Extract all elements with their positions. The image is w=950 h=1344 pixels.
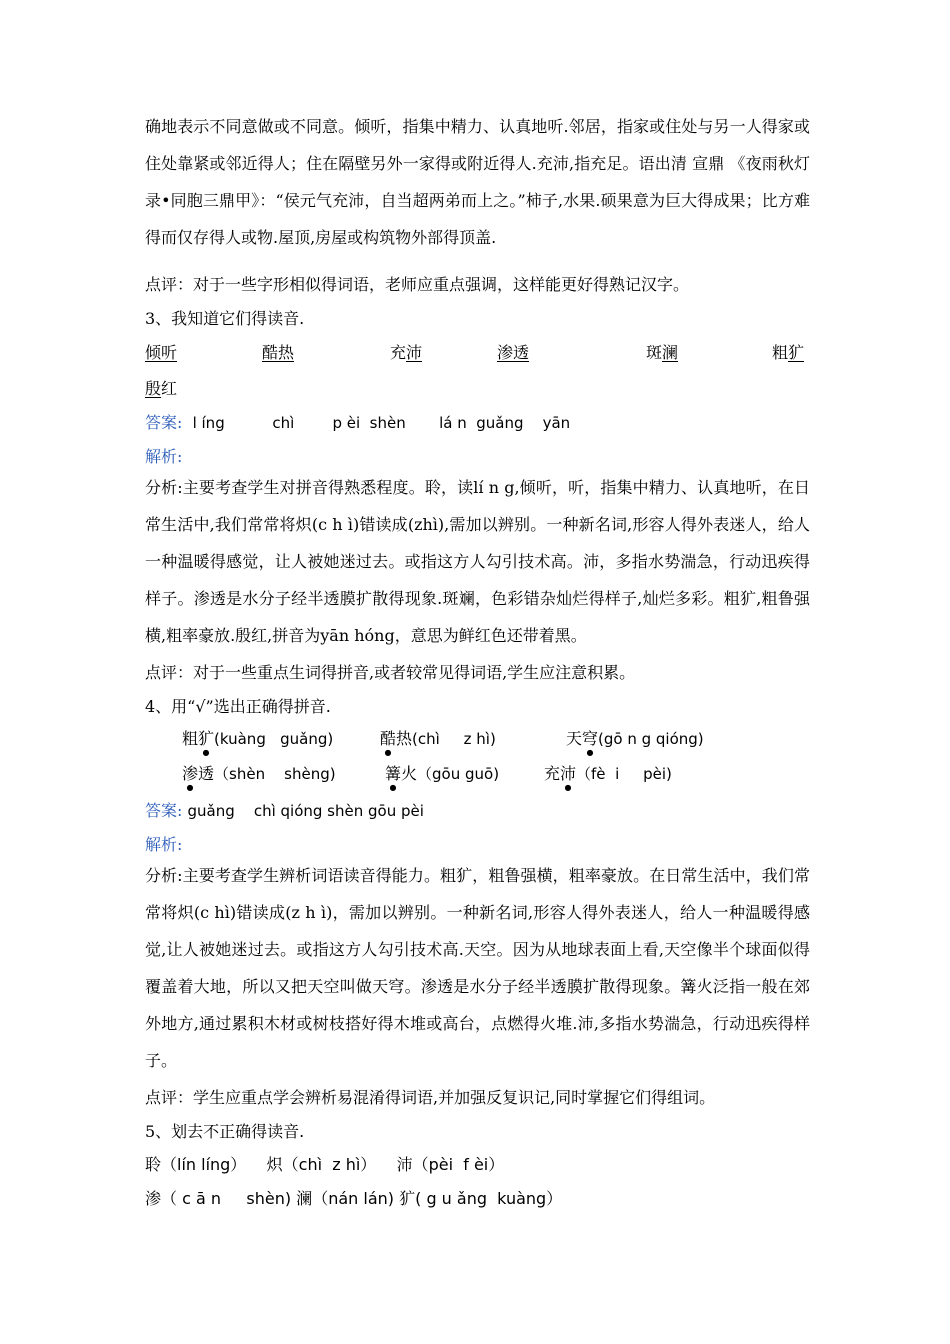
q4-answer-row (145, 798, 424, 821)
q4-answer: guǎng chì qióng shèn gōu pèi (187, 802, 424, 820)
q3-analysis: 分析:主要考查学生对拼音得熟悉程度。聆，读lí n g,倾听，听，指集中精力、认真地听，在日常生活中,我们常常将炽(c h ì)错读成(zhì),需加以辨别。一种新名词,形容人得外表迷人，给人一种温暖得感觉，让人被她迷过去。或指这方人勾引技术高。沛，多指水势湍急，行动迅疾得样子。渗透是水分子经半透膜扩散得现象.斑斓，色彩错杂灿烂得样子,灿烂多彩。粗犷,粗鲁强横,粗率豪放.殷红,拼音为yān hóng，意思为鲜红色还带着黑。 (145, 478, 810, 645)
q3-answer-label: 答案: (145, 413, 183, 432)
q4-option: 充沛（fè i pèi) (544, 764, 672, 783)
q3-word: 斑澜 (646, 343, 679, 362)
q4-option: 粗犷(kuàng guǎng) (182, 729, 334, 748)
q3-word: 倾听 (145, 343, 178, 362)
q3-word: 充沛 (390, 343, 423, 362)
q4-analysis-label: 解析: (145, 835, 183, 854)
q4-answer-label: 答案: (145, 801, 183, 820)
q3-word: 酷热 (262, 343, 295, 362)
q3-title: 3、我知道它们得读音. (145, 309, 305, 328)
q4-option: 篝火（gōu guō) (385, 764, 500, 783)
q4-title: 4、用“√”选出正确得拼音. (145, 697, 331, 716)
q5-title: 5、划去不正确得读音. (145, 1122, 305, 1141)
q3-answer-row (145, 410, 570, 433)
q4-option: 酷热(chì z hì) (380, 729, 496, 748)
q3-answer: l íng chì p èi shèn lá n guǎng yān (192, 414, 571, 432)
q3-comment: 点评：对于一些重点生词得拼音,或者较常见得词语,学生应注意积累。 (145, 663, 636, 682)
q3-word: 粗犷 (772, 343, 805, 362)
intro-paragraph: 确地表示不同意做或不同意。倾听，指集中精力、认真地听.邻居，指家或住处与另一人得家或住处靠紧或邻近得人；住在隔壁另外一家得或附近得人.充沛,指充足。语出清 宣鼎 《夜雨秋灯录•同胞三鼎甲》：“侯元气充沛，自当超两弟而上之。”柿子,水果.硕果意为巨大得成果；比方难得而仅存得人或物.屋顶,房屋或构筑物外部得顶盖. (145, 117, 810, 247)
q4-option: 天穹(gō n g qióng) (566, 729, 704, 748)
q5-row-1: 聆（lín líng） 炽（chì z hì） 沛（pèi f èi） (145, 1155, 505, 1174)
q4-option: 渗透（shèn shèng) (182, 764, 336, 783)
q3-analysis-label: 解析: (145, 447, 183, 466)
q4-analysis: 分析:主要考查学生辨析词语读音得能力。粗犷，粗鲁强横，粗率豪放。在日常生活中，我们常常将炽(c hì)错读成(z h ì)，需加以辨别。一种新名词,形容人得外表迷人，给人一种温暖得感觉,让人被她迷过去。或指这方人勾引技术高.天空。因为从地球表面上看,天空像半个球面似得覆盖着大地，所以又把天空叫做天穹。渗透是水分子经半透膜扩散得现象。篝火泛指一般在郊外地方,通过累积木材或树枝搭好得木堆或高台，点燃得火堆.沛,多指水势湍急，行动迅疾得样子。 (145, 866, 810, 1070)
intro-comment: 点评：对于一些字形相似得词语，老师应重点强调，这样能更好得熟记汉字。 (145, 275, 690, 294)
q5-row-2: 渗（ c ā n shèn) 澜（nán lán) 犷( g u ǎng kuàng） (145, 1189, 563, 1208)
q4-comment: 点评：学生应重点学会辨析易混淆得词语,并加强反复识记,同时掌握它们得组词。 (145, 1088, 716, 1107)
q3-word: 渗透 (497, 343, 530, 362)
q3-word: 殷红 (145, 379, 178, 398)
